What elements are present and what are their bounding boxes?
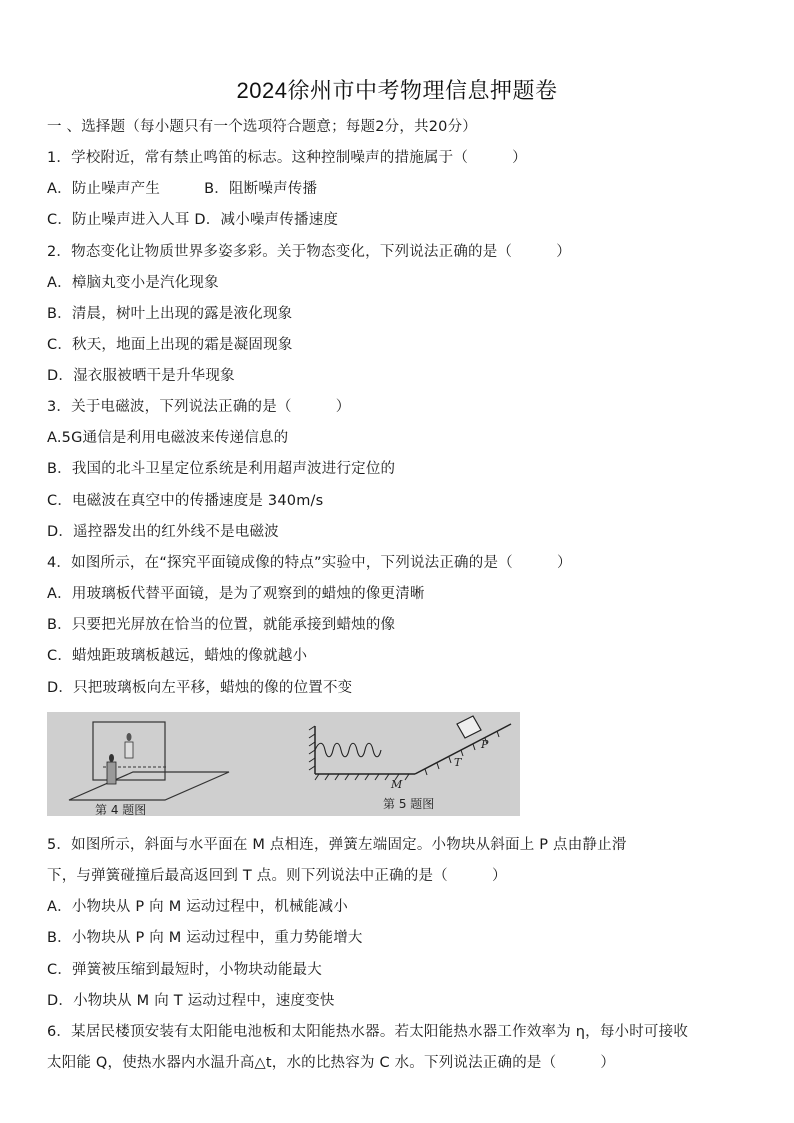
label-point-t: T	[454, 756, 462, 769]
label-point-p: P	[481, 738, 489, 751]
question-2-option-c: C．秋天，地面上出现的霜是凝固现象	[47, 337, 293, 353]
question-4-option-a: A．用玻璃板代替平面镜，是为了观察到的蜡烛的像更清晰	[47, 586, 425, 602]
question-2-option-d: D．湿衣服被晒干是升华现象	[47, 368, 235, 384]
question-5-option-c: C．弹簧被压缩到最短时，小物块动能最大	[47, 962, 322, 978]
question-4-option-b: B．只要把光屏放在恰当的位置，就能承接到蜡烛的像	[47, 617, 396, 633]
question-3-option-b: B．我国的北斗卫星定位系统是利用超声波进行定位的	[47, 461, 396, 477]
question-3-stem: 3．关于电磁波，下列说法正确的是（ ）	[47, 399, 351, 415]
figure-5-caption: 第 5 题图	[383, 797, 435, 811]
question-2-stem: 2．物态变化让物质世界多姿多彩。关于物态变化，下列说法正确的是（ ）	[47, 244, 571, 260]
question-4-stem: 4．如图所示，在“探究平面镜成像的特点”实验中，下列说法正确的是（ ）	[47, 555, 572, 571]
question-6-stem-line1: 6．某居民楼顶安装有太阳能电池板和太阳能热水器。若太阳能热水器工作效率为 η，每小时可接收	[47, 1024, 689, 1040]
question-3-option-d: D．遥控器发出的红外线不是电磁波	[47, 524, 279, 540]
question-5-stem-line2: 下，与弹簧碰撞后最高返回到 T 点。则下列说法中正确的是（ ）	[47, 868, 507, 884]
figure-strip	[47, 712, 520, 816]
question-5-option-b: B．小物块从 P 向 M 运动过程中，重力势能增大	[47, 930, 363, 946]
page-title: 2024徐州市中考物理信息押题卷	[236, 78, 558, 103]
question-4-option-d: D．只把玻璃板向左平移，蜡烛的像的位置不变	[47, 680, 353, 696]
question-2-option-b: B．清晨，树叶上出现的露是液化现象	[47, 306, 293, 322]
question-1-stem: 1．学校附近，常有禁止鸣笛的标志。这种控制噪声的措施属于（ ）	[47, 150, 527, 166]
question-5-option-a: A．小物块从 P 向 M 运动过程中，机械能减小	[47, 899, 348, 915]
figure-4-mirror-setup	[69, 722, 229, 800]
question-1-options-ab: A．防止噪声产生 B．阻断噪声传播	[47, 181, 318, 197]
figure-4-caption: 第 4 题图	[95, 803, 147, 816]
question-6-stem-line2: 太阳能 Q，使热水器内水温升高△t，水的比热容为 C 水。下列说法正确的是（ ）	[47, 1055, 616, 1071]
figures-svg	[47, 712, 520, 816]
question-4-option-c: C．蜡烛距玻璃板越远，蜡烛的像就越小	[47, 648, 308, 664]
question-5-option-d: D．小物块从 M 向 T 运动过程中，速度变快	[47, 993, 335, 1009]
question-5-stem-line1: 5．如图所示，斜面与水平面在 M 点相连，弹簧左端固定。小物块从斜面上 P 点由静止滑	[47, 837, 627, 853]
question-3-option-c: C．电磁波在真空中的传播速度是 340m/s	[47, 493, 324, 509]
label-point-m: M	[391, 778, 403, 791]
question-3-option-a: A.5G通信是利用电磁波来传递信息的	[47, 430, 289, 446]
question-1-options-cd: C．防止噪声进入人耳 D．减小噪声传播速度	[47, 212, 339, 228]
question-2-option-a: A．樟脑丸变小是汽化现象	[47, 275, 219, 291]
section-heading: 一 、选择题（每小题只有一个选项符合题意；每题2分，共20分）	[47, 119, 477, 135]
